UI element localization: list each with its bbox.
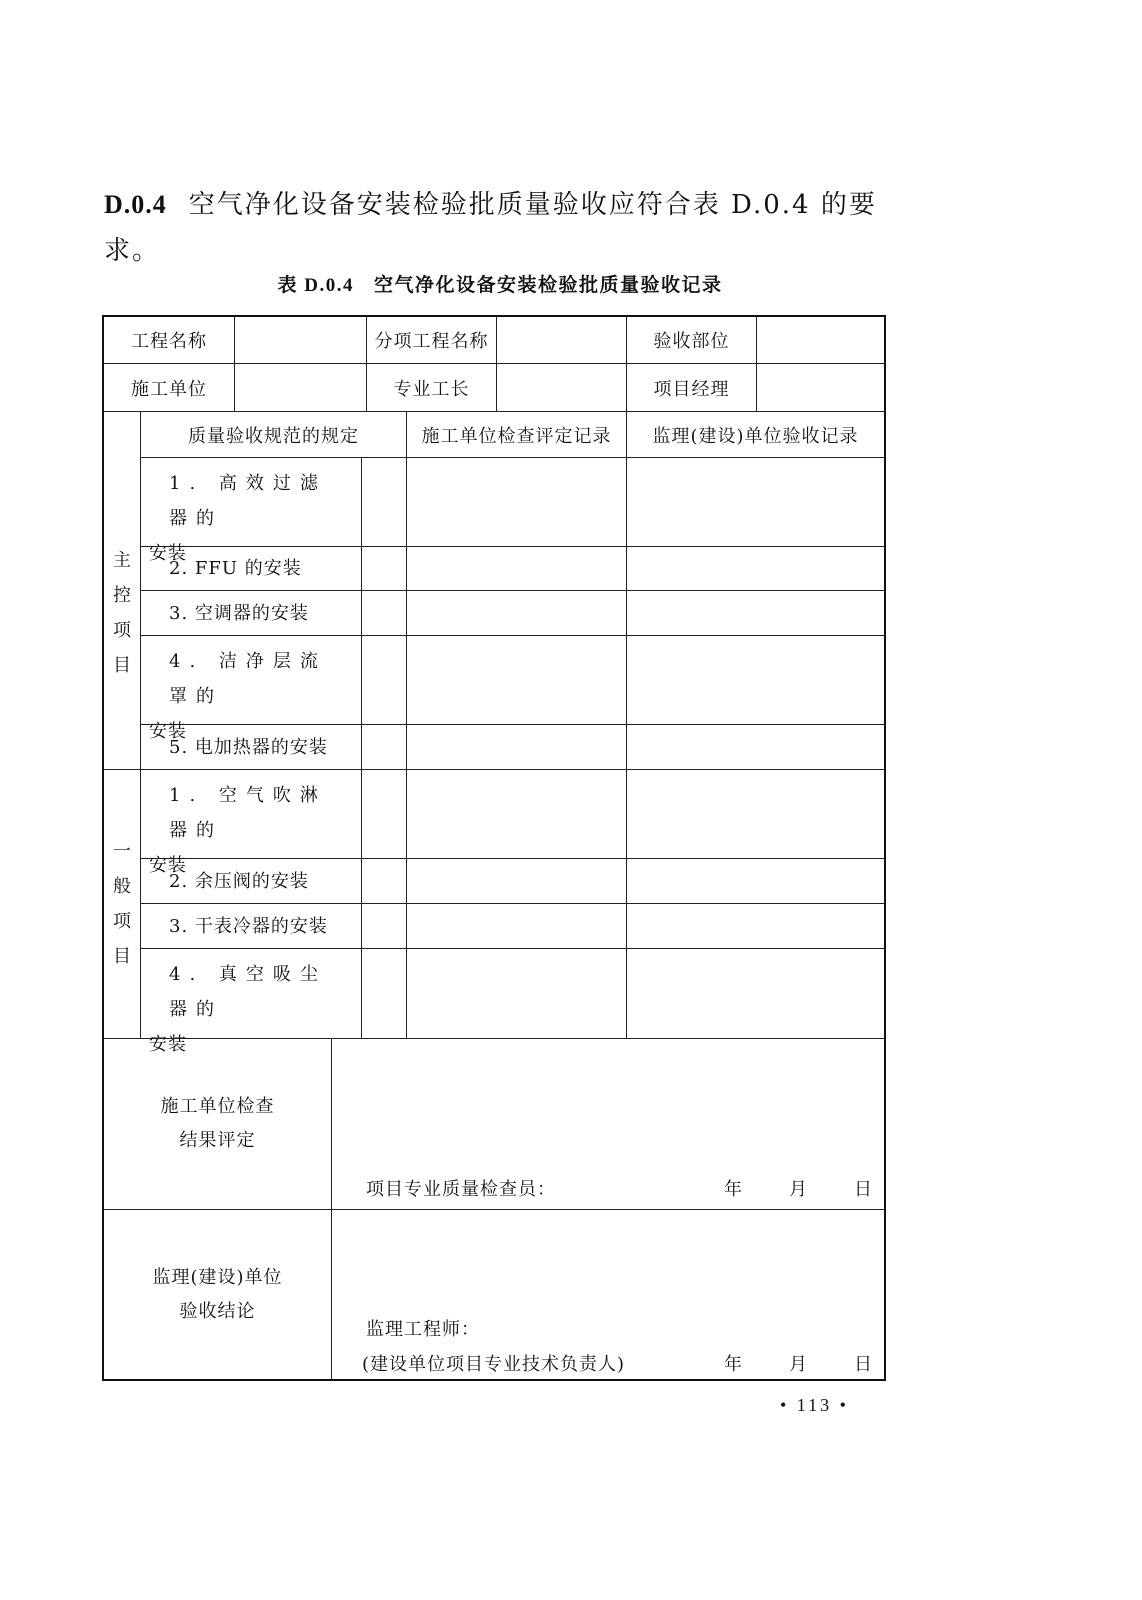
main-item-3: 3. 空调器的安装: [169, 602, 309, 624]
contractor-label: 施工单位: [131, 378, 207, 400]
general-item-4: 4. 真空吸尘器的 安装: [149, 964, 327, 1055]
acceptance-part-label: 验收部位: [653, 331, 730, 352]
acceptance-record-table: [102, 315, 886, 1381]
subproject-name-label: 分项工程名称: [374, 331, 489, 352]
general-item-1: 1. 空气吹淋器的 安装: [149, 785, 327, 876]
main-item-5: 5. 电加热器的安装: [169, 736, 328, 758]
column-header-supervisor-record: 监理(建设)单位验收记录: [652, 425, 859, 447]
main-items-group-label: 主 控 项 目: [113, 550, 131, 676]
contractor-field[interactable]: [235, 364, 366, 411]
clause-text: 空气净化设备安装检验批质量验收应符合表 D.0.4 的要求。: [104, 190, 877, 266]
subproject-name-field[interactable]: [497, 317, 626, 363]
table-number: 表 D.0.4: [277, 275, 354, 296]
general-item-3: 3. 干表冷器的安装: [169, 915, 328, 937]
main-item-2: 2. FFU 的安装: [169, 558, 302, 579]
supervisor-conclusion-label: 监理(建设)单位 验收结论: [152, 1267, 283, 1322]
column-header-contractor-record: 施工单位检查评定记录: [421, 425, 612, 447]
foreman-label: 专业工长: [393, 378, 470, 400]
contractor-result-label: 施工单位检查 结果评定: [160, 1096, 275, 1151]
supervisor-year: 年: [724, 1354, 743, 1375]
page-number: • 113 •: [780, 1395, 849, 1415]
project-manager-field[interactable]: [757, 364, 884, 411]
project-name-field[interactable]: [235, 317, 366, 363]
foreman-field[interactable]: [497, 364, 626, 411]
supervising-engineer-signature: 监理工程师：: [366, 1319, 480, 1340]
clause-number: D.0.4: [104, 190, 167, 219]
main-item-4: 4. 洁净层流罩的 安装: [149, 651, 327, 742]
contractor-quality-inspector-signature: 项目专业质量检查员：: [366, 1179, 556, 1200]
general-items-group-label: 一 般 项 目: [113, 840, 131, 967]
owner-technical-lead-signature: (建设单位项目专业技术负责人): [362, 1354, 626, 1375]
clause-d04: [104, 182, 894, 274]
column-header-spec: 质量验收规范的规定: [188, 425, 359, 447]
project-name-label: 工程名称: [131, 331, 207, 352]
acceptance-part-field[interactable]: [757, 317, 884, 363]
project-manager-label: 项目经理: [653, 378, 730, 400]
general-item-2: 2. 余压阀的安装: [169, 870, 309, 892]
contractor-day: 日: [854, 1179, 873, 1200]
table-caption: [0, 270, 1000, 297]
contractor-month: 月: [789, 1179, 808, 1200]
main-item-1: 1. 高效过滤器的 安装: [149, 473, 327, 564]
supervisor-day: 日: [854, 1354, 873, 1375]
table-title: 空气净化设备安装检验批质量验收记录: [373, 274, 723, 296]
supervisor-month: 月: [789, 1354, 808, 1375]
contractor-year: 年: [724, 1179, 743, 1200]
